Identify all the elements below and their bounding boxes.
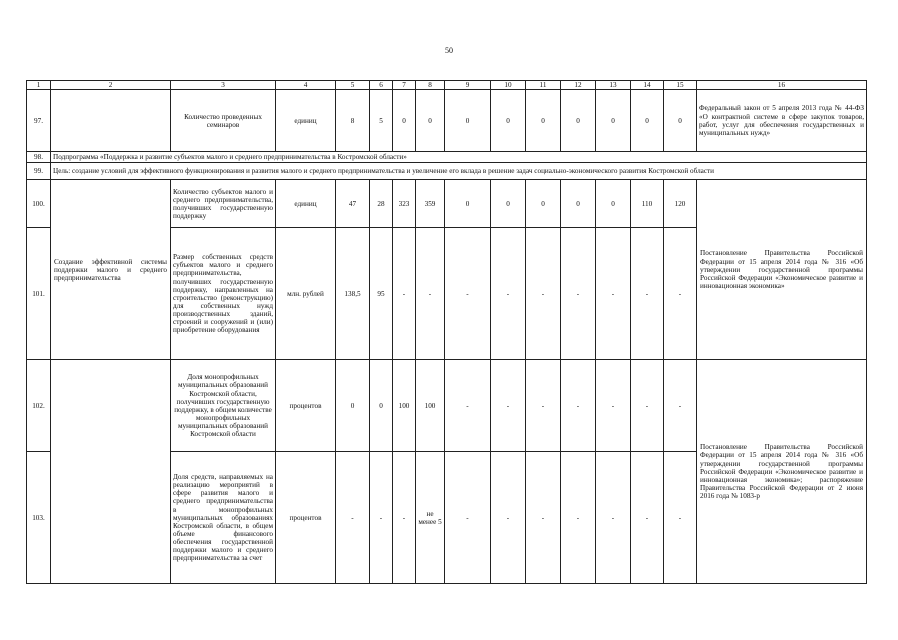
value-cell: 0: [445, 90, 491, 152]
row-number: 103.: [27, 452, 51, 584]
value-cell: -: [416, 228, 445, 360]
value-cell: -: [491, 360, 526, 452]
value-cell: -: [631, 360, 664, 452]
value-cell: 0: [596, 90, 631, 152]
table-row: [27, 90, 867, 152]
value-cell: 0: [336, 360, 370, 452]
header-cell: 16: [697, 81, 867, 90]
row-number: 99.: [27, 163, 51, 180]
header-cell: 8: [416, 81, 445, 90]
value-cell: 0: [491, 90, 526, 152]
value-cell: -: [445, 360, 491, 452]
table-row: [27, 163, 867, 180]
value-cell: -: [561, 228, 596, 360]
indicator-name: Количество проведенных семинаров: [171, 90, 276, 152]
value-cell: 0: [445, 180, 491, 228]
value-cell: 0: [561, 180, 596, 228]
value-cell: -: [631, 228, 664, 360]
value-cell: -: [491, 228, 526, 360]
value-cell: 0: [393, 90, 416, 152]
header-row: [27, 81, 867, 90]
value-cell: -: [664, 360, 697, 452]
task-cell: Создание эффективной системы поддержки малого и среднего предпринимательства: [51, 180, 171, 360]
row-number: 97.: [27, 90, 51, 152]
value-cell: 100: [393, 360, 416, 452]
header-cell: 6: [370, 81, 393, 90]
value-cell: 0: [526, 180, 561, 228]
value-cell: 0: [526, 90, 561, 152]
unit: процентов: [276, 452, 336, 584]
value-cell: -: [596, 228, 631, 360]
value-cell: 120: [664, 180, 697, 228]
task-cell: [51, 90, 171, 152]
page-number: 50: [445, 46, 453, 55]
unit: единиц: [276, 90, 336, 152]
table-row: [27, 152, 867, 163]
row-number: 102.: [27, 360, 51, 452]
value-cell: 8: [336, 90, 370, 152]
table-row: [27, 180, 867, 228]
value-cell: -: [596, 360, 631, 452]
value-cell: 0: [370, 360, 393, 452]
value-cell: -: [445, 228, 491, 360]
header-cell: 13: [596, 81, 631, 90]
value-cell: -: [445, 452, 491, 584]
unit: единиц: [276, 180, 336, 228]
task-cell: [51, 360, 171, 584]
header-cell: 7: [393, 81, 416, 90]
header-cell: 11: [526, 81, 561, 90]
value-cell: 47: [336, 180, 370, 228]
row-number: 100.: [27, 180, 51, 228]
unit: млн. рублей: [276, 228, 336, 360]
value-cell: 0: [491, 180, 526, 228]
value-cell: 5: [370, 90, 393, 152]
header-cell: 14: [631, 81, 664, 90]
value-cell: 359: [416, 180, 445, 228]
header-cell: 12: [561, 81, 596, 90]
value-cell: -: [664, 452, 697, 584]
value-cell: 28: [370, 180, 393, 228]
legal-source: Федеральный закон от 5 апреля 2013 года № 44-ФЗ «О контрактной системе в сфере закупок товаров, работ, услуг для обеспечения государственных и муниципальных нужд»: [697, 90, 867, 152]
value-cell: -: [561, 360, 596, 452]
value-cell: 138,5: [336, 228, 370, 360]
value-cell: -: [664, 228, 697, 360]
row-number: 98.: [27, 152, 51, 163]
value-cell: 0: [416, 90, 445, 152]
indicator-name: Доля монопрофильных муниципальных образований Костромской области, получивших государственную поддержку, в общем количестве монопрофильных муниципальных образований Костромской области: [171, 360, 276, 452]
row-number: 101.: [27, 228, 51, 360]
value-cell: -: [561, 452, 596, 584]
header-cell: 5: [336, 81, 370, 90]
value-cell: -: [526, 452, 561, 584]
header-cell: 15: [664, 81, 697, 90]
header-cell: 1: [27, 81, 51, 90]
header-cell: 9: [445, 81, 491, 90]
goal-text: Цель: создание условий для эффективного функционирования и развития малого и среднего предпринимательства и увеличение его вклада в решение задач социально-экономического развития Костромской области: [51, 163, 867, 180]
value-cell: 0: [561, 90, 596, 152]
header-cell: 4: [276, 81, 336, 90]
value-cell: -: [526, 228, 561, 360]
unit: процентов: [276, 360, 336, 452]
value-cell: -: [393, 452, 416, 584]
value-cell: 100: [416, 360, 445, 452]
value-cell: 110: [631, 180, 664, 228]
header-cell: 10: [491, 81, 526, 90]
value-cell: 323: [393, 180, 416, 228]
indicator-name: Размер собственных средств субъектов малого и среднего предпринимательства, получивших государственную поддержку, направленных на строительство (реконструкцию) для собственных нужд производственных зданий, строений и сооружений и (или) приобретение оборудования: [171, 228, 276, 360]
indicators-table: [26, 80, 867, 584]
header-cell: 3: [171, 81, 276, 90]
value-cell: не менее 5: [416, 452, 445, 584]
value-cell: -: [370, 452, 393, 584]
value-cell: -: [393, 228, 416, 360]
subprogram-title: Подпрограмма «Поддержка и развитие субъектов малого и среднего предпринимательства в Костромской области»: [51, 152, 867, 163]
legal-source: Постановление Правительства Российской Федерации от 15 апреля 2014 года № 316 «Об утверждении государственной программы Российской Федерации «Экономическое развитие и инновационная экономика»; распоряжение Правительства Российской Федерации от 2 июня 2016 года № 1083-р: [697, 360, 867, 584]
value-cell: 0: [596, 180, 631, 228]
value-cell: -: [526, 360, 561, 452]
value-cell: 0: [631, 90, 664, 152]
value-cell: 0: [664, 90, 697, 152]
value-cell: -: [336, 452, 370, 584]
indicator-name: Количество субъектов малого и среднего предпринимательства, получивших государственную поддержку: [171, 180, 276, 228]
indicator-name: Доля средств, направляемых на реализацию мероприятий в сфере развития малого и среднего предпринимательства в монопрофильных муниципальных образованиях Костромской области, в общем объеме финансового обеспечения государственной поддержки малого и среднего предпринимательства за счет: [171, 452, 276, 584]
header-cell: 2: [51, 81, 171, 90]
table-row: [27, 360, 867, 452]
value-cell: -: [596, 452, 631, 584]
legal-source: Постановление Правительства Российской Федерации от 15 апреля 2014 года № 316 «Об утверждении государственной программы Российской Федерации «Экономическое развитие и инновационная экономика»: [697, 180, 867, 360]
value-cell: -: [631, 452, 664, 584]
value-cell: 95: [370, 228, 393, 360]
value-cell: -: [491, 452, 526, 584]
